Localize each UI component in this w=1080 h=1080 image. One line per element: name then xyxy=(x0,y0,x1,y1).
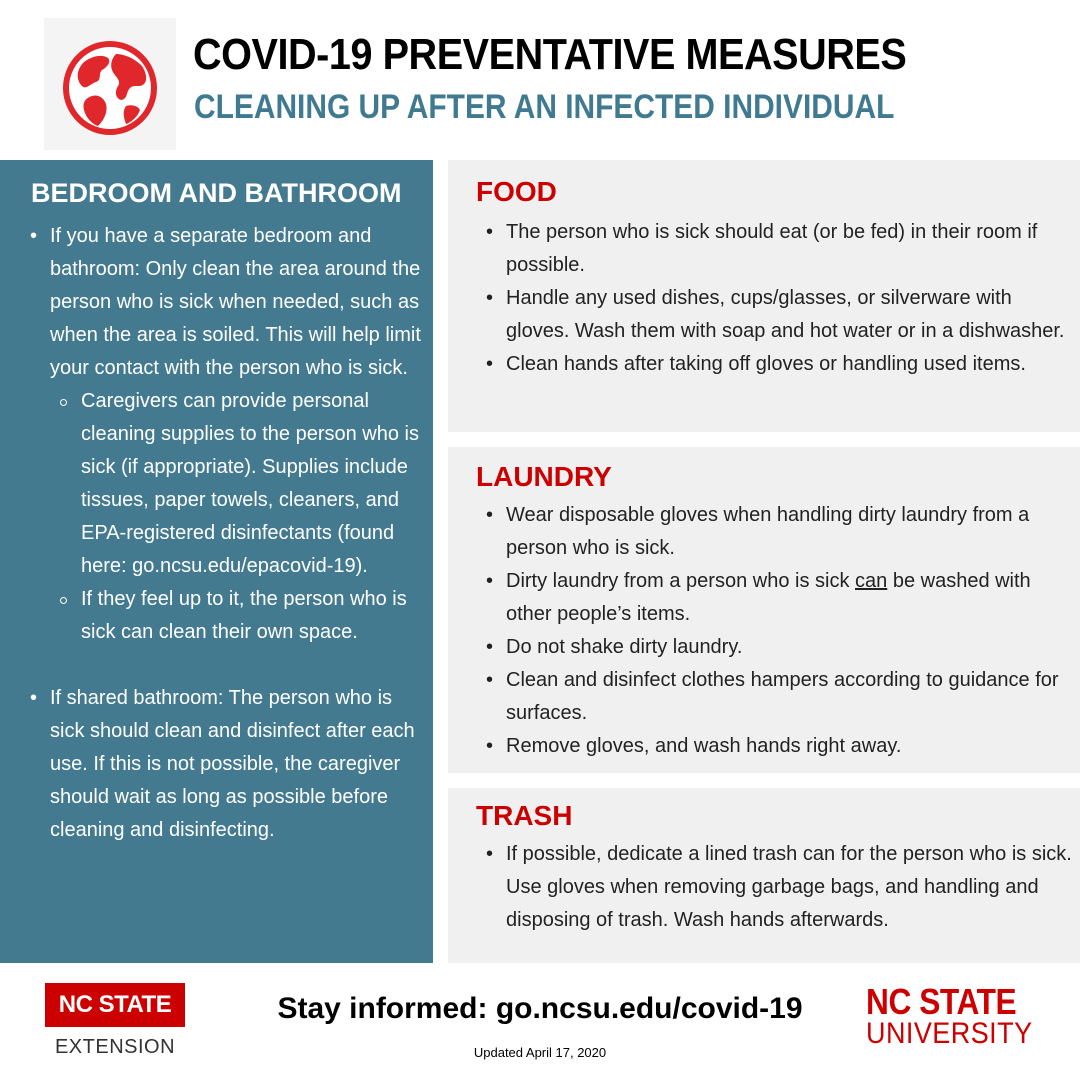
food-item-2: • Handle any used dishes, cups/glasses, or silverware with gloves. Wash them with soap and hot water or in a dishwasher. xyxy=(482,282,1072,348)
bedroom-heading: BEDROOM AND BATHROOM xyxy=(31,178,402,208)
laundry-item-1: • Wear disposable gloves when handling dirty laundry from a person who is sick. xyxy=(482,499,1072,565)
nc-state-university-logo-line2: UNIVERSITY xyxy=(866,1017,1033,1050)
stay-informed-link[interactable]: Stay informed: go.ncsu.edu/covid-19 xyxy=(277,992,803,1025)
list-item xyxy=(22,220,422,649)
bedroom-sub-item-2: If they feel up to it, the person who is sick can clean their own space. xyxy=(50,583,422,649)
globe-icon xyxy=(62,40,158,136)
food-heading: FOOD xyxy=(476,176,557,207)
nc-state-university-logo-line1: NC STATE xyxy=(866,981,1017,1022)
laundry-item-2 xyxy=(482,565,1072,631)
bedroom-bathroom-panel xyxy=(0,160,433,963)
food-item-3: • Clean hands after taking off gloves or handling used items. xyxy=(482,348,1072,381)
laundry-panel xyxy=(448,447,1080,773)
laundry-item-3: • Do not shake dirty laundry. xyxy=(482,631,1072,664)
nc-state-extension-logo: NC STATE xyxy=(45,983,185,1027)
bedroom-list xyxy=(22,220,422,847)
page-subtitle: CLEANING UP AFTER AN INFECTED INDIVIDUAL xyxy=(194,88,895,126)
bedroom-sub-list xyxy=(50,385,422,649)
laundry-item-4: • Clean and disinfect clothes hampers according to guidance for surfaces. xyxy=(482,664,1072,730)
extension-label: EXTENSION xyxy=(54,1036,176,1058)
trash-heading: TRASH xyxy=(476,800,573,831)
food-item-1: • The person who is sick should eat (or be fed) in their room if possible. xyxy=(482,216,1072,282)
food-panel xyxy=(448,160,1080,432)
laundry-item-2-after: be washed with other people’s items. xyxy=(506,570,1031,625)
header xyxy=(0,0,1080,160)
laundry-item-2-underlined: can xyxy=(855,570,888,592)
bedroom-sub-item-1: Caregivers can provide personal cleaning supplies to the person who is sick (if appropriate). Supplies include tissues, paper towels, cleaners, and EPA-registered disinfectants (found here: go.ncsu.edu/epacovid-19). xyxy=(50,385,422,583)
food-list xyxy=(482,216,1072,381)
trash-item-1: • If possible, dedicate a lined trash can for the person who is sick. Use gloves when removing garbage bags, and handling and disposing of trash. Wash hands afterwards. xyxy=(482,838,1072,937)
updated-date: Updated April 17, 2020 xyxy=(473,1045,607,1060)
bedroom-item-2: • If shared bathroom: The person who is sick should clean and disinfect after each use. If this is not possible, the caregiver should wait as long as possible before cleaning and disinfecting. xyxy=(22,682,422,847)
laundry-item-5: • Remove gloves, and wash hands right away. xyxy=(482,730,1072,763)
laundry-item-2-before: Dirty laundry from a person who is sick xyxy=(506,570,856,592)
page-title: COVID-19 PREVENTATIVE MEASURES xyxy=(193,30,907,79)
bedroom-item-1: If you have a separate bedroom and bathroom: Only clean the area around the person who is sick when needed, such as when the area is soiled. This will help limit your contact with the person who is sick. xyxy=(50,225,421,379)
laundry-list xyxy=(482,499,1072,763)
trash-panel xyxy=(448,788,1080,963)
trash-list xyxy=(482,838,1072,937)
laundry-heading: LAUNDRY xyxy=(476,461,612,492)
globe-icon-box xyxy=(44,18,176,150)
